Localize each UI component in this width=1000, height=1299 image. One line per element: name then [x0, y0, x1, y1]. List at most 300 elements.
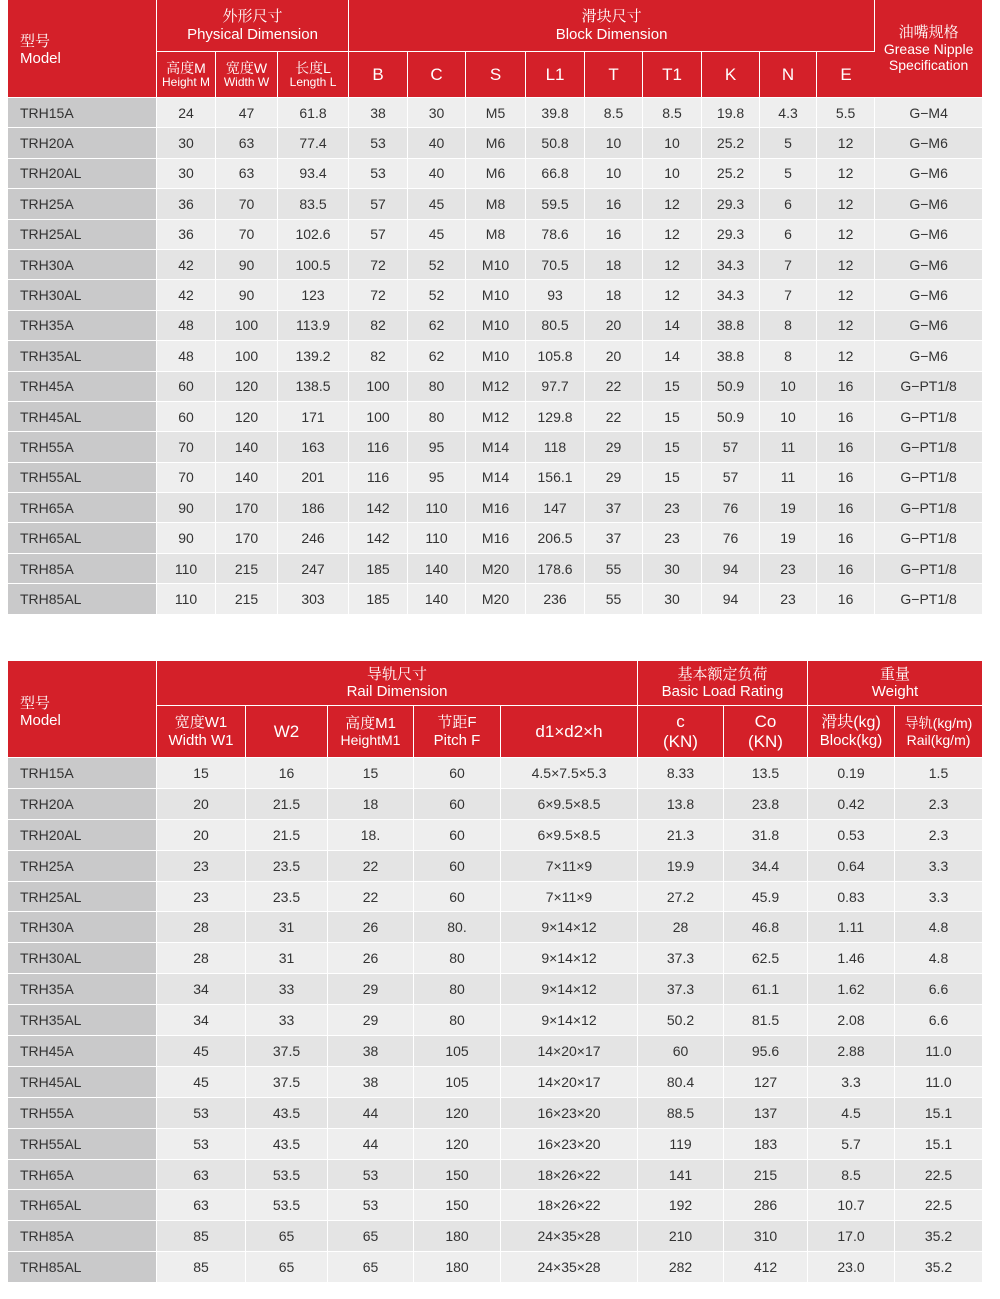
value-cell: 37.5: [246, 1067, 328, 1098]
load-cn: 基本额定负荷: [677, 665, 768, 683]
model-cell: TRH45A: [8, 1036, 157, 1067]
value-cell: 105.8: [526, 341, 585, 371]
value-cell: M10: [466, 341, 526, 371]
value-cell: M20: [466, 554, 526, 584]
value-cell: 4.8: [895, 943, 982, 974]
value-cell: 206.5: [526, 523, 585, 553]
value-cell: 10: [760, 372, 817, 402]
model-cell: TRH85A: [8, 1221, 157, 1252]
value-cell: 12: [643, 250, 702, 280]
value-cell: 38: [328, 1067, 414, 1098]
value-cell: 120: [414, 1098, 501, 1129]
rail-table-row: [8, 820, 982, 851]
value-cell: 19: [760, 523, 817, 553]
value-cell: 90: [157, 523, 216, 553]
value-cell: 8: [760, 341, 817, 371]
value-cell: 20: [157, 789, 246, 820]
value-cell: 3.3: [808, 1067, 895, 1098]
value-cell: 138.5: [278, 372, 349, 402]
weight-header: [808, 661, 982, 706]
value-cell: 29.3: [702, 189, 760, 219]
value-cell: 16: [817, 523, 875, 553]
model-cell: TRH20AL: [8, 820, 157, 851]
block-table-row: [8, 493, 982, 523]
value-cell: 185: [349, 554, 408, 584]
length-cn: 长度L: [295, 59, 331, 76]
model-cell: TRH25AL: [8, 220, 157, 250]
value-cell: 15: [643, 463, 702, 493]
block-en: Block Dimension: [555, 25, 668, 43]
value-cell: 45: [408, 220, 466, 250]
value-cell: 30: [643, 584, 702, 614]
value-cell: 11.0: [895, 1036, 982, 1067]
value-cell: 6×9.5×8.5: [501, 820, 638, 851]
model-cell: TRH55A: [8, 1098, 157, 1129]
value-cell: 0.64: [808, 851, 895, 882]
grease-nipple-header: [875, 0, 982, 98]
value-cell: 14×20×17: [501, 1067, 638, 1098]
value-cell: 57: [349, 189, 408, 219]
rail-table-row: [8, 1252, 982, 1283]
pitch-f-header: [414, 706, 501, 758]
value-cell: 236: [526, 584, 585, 614]
value-cell: 60: [414, 882, 501, 913]
value-cell: 170: [216, 493, 278, 523]
value-cell: 76: [702, 493, 760, 523]
model-cell: TRH20A: [8, 128, 157, 158]
c-unit: (KN): [663, 731, 698, 751]
length-en: Length L: [289, 74, 337, 89]
rail-cn: 导轨尺寸: [366, 665, 427, 683]
value-cell: 97.7: [526, 372, 585, 402]
value-cell: 21.3: [638, 820, 724, 851]
value-cell: 65: [246, 1252, 328, 1283]
grease-en1: Grease Nipple: [883, 41, 974, 58]
value-cell: 40: [408, 128, 466, 158]
value-cell: 30: [643, 554, 702, 584]
value-cell: G−PT1/8: [875, 493, 982, 523]
rail-w-en: Rail(kg/m): [906, 731, 971, 748]
block-table-row: [8, 402, 982, 432]
value-cell: 53: [349, 128, 408, 158]
value-cell: 21.5: [246, 820, 328, 851]
rail-table-row: [8, 1005, 982, 1036]
value-cell: 45.9: [724, 882, 808, 913]
value-cell: 39.8: [526, 98, 585, 128]
value-cell: 119: [638, 1129, 724, 1160]
value-cell: 8.33: [638, 758, 724, 789]
col-t-header: T: [585, 52, 643, 98]
value-cell: 29.3: [702, 220, 760, 250]
rail-table-row: [8, 912, 982, 943]
value-cell: 95.6: [724, 1036, 808, 1067]
value-cell: 5.5: [817, 98, 875, 128]
value-cell: 7: [760, 250, 817, 280]
value-cell: M12: [466, 402, 526, 432]
load-en: Basic Load Rating: [661, 683, 784, 700]
value-cell: 142: [349, 523, 408, 553]
value-cell: 11: [760, 432, 817, 462]
d1-d2-h-header: d1×d2×h: [501, 706, 638, 758]
value-cell: 27.2: [638, 882, 724, 913]
value-cell: 13.8: [638, 789, 724, 820]
value-cell: 139.2: [278, 341, 349, 371]
physical-cn: 外形尺寸: [222, 8, 283, 26]
value-cell: 95: [408, 463, 466, 493]
model-cell: TRH35A: [8, 974, 157, 1005]
value-cell: 310: [724, 1221, 808, 1252]
model-cell: TRH45AL: [8, 402, 157, 432]
value-cell: 5.7: [808, 1129, 895, 1160]
value-cell: 14×20×17: [501, 1036, 638, 1067]
value-cell: 163: [278, 432, 349, 462]
value-cell: G−PT1/8: [875, 584, 982, 614]
model-cell: TRH30A: [8, 250, 157, 280]
value-cell: 36: [157, 220, 216, 250]
value-cell: 65: [328, 1221, 414, 1252]
value-cell: 30: [408, 98, 466, 128]
rail-table-row: [8, 789, 982, 820]
col-k-header: K: [702, 52, 760, 98]
value-cell: 76: [702, 523, 760, 553]
value-cell: 6: [760, 220, 817, 250]
value-cell: M10: [466, 311, 526, 341]
value-cell: 15.1: [895, 1098, 982, 1129]
value-cell: 53: [349, 159, 408, 189]
value-cell: 37.3: [638, 974, 724, 1005]
value-cell: 30: [157, 159, 216, 189]
value-cell: 102.6: [278, 220, 349, 250]
c-header: [638, 706, 724, 758]
rail-table-row: [8, 1098, 982, 1129]
value-cell: 60: [414, 820, 501, 851]
value-cell: 29: [585, 432, 643, 462]
value-cell: 60: [157, 372, 216, 402]
value-cell: 40: [408, 159, 466, 189]
value-cell: 85: [157, 1252, 246, 1283]
model-cell: TRH15A: [8, 758, 157, 789]
value-cell: 12: [817, 220, 875, 250]
value-cell: 17.0: [808, 1221, 895, 1252]
block-dimension-table: [8, 0, 982, 615]
block-w-cn: 滑块(kg): [821, 713, 881, 731]
value-cell: 70: [157, 432, 216, 462]
value-cell: 123: [278, 280, 349, 310]
value-cell: 48: [157, 311, 216, 341]
value-cell: 53: [328, 1190, 414, 1221]
value-cell: G−M6: [875, 280, 982, 310]
value-cell: 55: [585, 584, 643, 614]
value-cell: 60: [638, 1036, 724, 1067]
value-cell: 53.5: [246, 1160, 328, 1191]
value-cell: 23.8: [724, 789, 808, 820]
block-w-en: Block(kg): [819, 732, 883, 750]
value-cell: 282: [638, 1252, 724, 1283]
value-cell: 16: [817, 463, 875, 493]
value-cell: 19.9: [638, 851, 724, 882]
value-cell: 15: [643, 372, 702, 402]
value-cell: 80.: [414, 912, 501, 943]
value-cell: M6: [466, 128, 526, 158]
model-cell: TRH35AL: [8, 341, 157, 371]
value-cell: 15: [643, 432, 702, 462]
value-cell: 34.4: [724, 851, 808, 882]
value-cell: 100.5: [278, 250, 349, 280]
value-cell: G−PT1/8: [875, 372, 982, 402]
value-cell: 16: [817, 432, 875, 462]
block-table-row: [8, 372, 982, 402]
model-cell: TRH55AL: [8, 1129, 157, 1160]
value-cell: 100: [216, 311, 278, 341]
value-cell: M14: [466, 432, 526, 462]
value-cell: 10: [643, 128, 702, 158]
value-cell: M8: [466, 220, 526, 250]
co-label: Co: [754, 711, 777, 731]
value-cell: 34.3: [702, 280, 760, 310]
value-cell: 303: [278, 584, 349, 614]
value-cell: 26: [328, 912, 414, 943]
f-cn: 节距F: [437, 714, 477, 732]
width-w1-header: [157, 706, 246, 758]
rail-table-row: [8, 851, 982, 882]
value-cell: 31: [246, 912, 328, 943]
col-n-header: N: [760, 52, 817, 98]
value-cell: 0.53: [808, 820, 895, 851]
value-cell: 37.3: [638, 943, 724, 974]
value-cell: 60: [157, 402, 216, 432]
value-cell: 80.5: [526, 311, 585, 341]
value-cell: 70: [216, 220, 278, 250]
model-header: [8, 0, 157, 98]
model-header-en-2: Model: [20, 711, 61, 729]
value-cell: 35.2: [895, 1221, 982, 1252]
value-cell: 82: [349, 311, 408, 341]
value-cell: 7×11×9: [501, 851, 638, 882]
rail-dimension-header: [157, 661, 638, 706]
block-table-row: [8, 311, 982, 341]
value-cell: 5: [760, 128, 817, 158]
col-s-header: S: [466, 52, 526, 98]
value-cell: 170: [216, 523, 278, 553]
value-cell: 12: [643, 280, 702, 310]
col-t1-header: T1: [643, 52, 702, 98]
value-cell: 63: [157, 1160, 246, 1191]
value-cell: G−M6: [875, 341, 982, 371]
value-cell: 15.1: [895, 1129, 982, 1160]
value-cell: 80: [414, 943, 501, 974]
value-cell: 62: [408, 311, 466, 341]
grease-en2: Specification: [888, 57, 969, 74]
value-cell: 4.5×7.5×5.3: [501, 758, 638, 789]
block-table-row: [8, 432, 982, 462]
value-cell: 2.3: [895, 789, 982, 820]
width-en: Width W: [223, 74, 270, 89]
value-cell: 150: [414, 1190, 501, 1221]
value-cell: 137: [724, 1098, 808, 1129]
value-cell: 70: [216, 189, 278, 219]
value-cell: 110: [408, 523, 466, 553]
value-cell: M14: [466, 463, 526, 493]
value-cell: 34: [157, 1005, 246, 1036]
value-cell: 90: [216, 280, 278, 310]
rail-dimension-table: [8, 661, 982, 1283]
value-cell: 18×26×22: [501, 1160, 638, 1191]
value-cell: 60: [414, 789, 501, 820]
value-cell: 50.8: [526, 128, 585, 158]
value-cell: 1.46: [808, 943, 895, 974]
value-cell: 63: [157, 1190, 246, 1221]
value-cell: 24: [157, 98, 216, 128]
value-cell: 34.3: [702, 250, 760, 280]
value-cell: 22.5: [895, 1160, 982, 1191]
physical-en: Physical Dimension: [187, 25, 318, 43]
value-cell: 16: [246, 758, 328, 789]
value-cell: 29: [328, 1005, 414, 1036]
c-label: c: [676, 711, 685, 731]
value-cell: 31: [246, 943, 328, 974]
value-cell: 100: [216, 341, 278, 371]
model-cell: TRH20A: [8, 789, 157, 820]
block-table-row: [8, 584, 982, 614]
value-cell: 72: [349, 280, 408, 310]
value-cell: 23.0: [808, 1252, 895, 1283]
value-cell: G−M6: [875, 220, 982, 250]
value-cell: 116: [349, 463, 408, 493]
value-cell: 35.2: [895, 1252, 982, 1283]
value-cell: G−M6: [875, 128, 982, 158]
value-cell: 13.5: [724, 758, 808, 789]
model-cell: TRH85AL: [8, 1252, 157, 1283]
value-cell: 53: [328, 1160, 414, 1191]
value-cell: 28: [157, 943, 246, 974]
value-cell: 4.8: [895, 912, 982, 943]
value-cell: 12: [643, 220, 702, 250]
value-cell: G−M6: [875, 159, 982, 189]
value-cell: 186: [278, 493, 349, 523]
value-cell: 82: [349, 341, 408, 371]
value-cell: 140: [408, 584, 466, 614]
value-cell: 215: [216, 554, 278, 584]
block-table-body: [8, 98, 982, 615]
value-cell: 50.9: [702, 372, 760, 402]
block-table-row: [8, 189, 982, 219]
w1-en: Width W1: [168, 731, 234, 749]
co-unit: (KN): [748, 731, 783, 751]
value-cell: 0.42: [808, 789, 895, 820]
value-cell: 38.8: [702, 341, 760, 371]
value-cell: 44: [328, 1098, 414, 1129]
width-w-header: [216, 52, 278, 98]
value-cell: 60: [414, 851, 501, 882]
value-cell: 141: [638, 1160, 724, 1191]
value-cell: 88.5: [638, 1098, 724, 1129]
value-cell: 57: [702, 432, 760, 462]
value-cell: G−M6: [875, 250, 982, 280]
value-cell: G−PT1/8: [875, 432, 982, 462]
rail-table-row: [8, 1221, 982, 1252]
value-cell: 116: [349, 432, 408, 462]
value-cell: 10: [760, 402, 817, 432]
height-cn: 高度M: [166, 59, 206, 76]
value-cell: 24×35×28: [501, 1221, 638, 1252]
value-cell: 23: [760, 554, 817, 584]
value-cell: 18: [328, 789, 414, 820]
value-cell: 183: [724, 1129, 808, 1160]
model-cell: TRH55A: [8, 432, 157, 462]
value-cell: 105: [414, 1067, 501, 1098]
value-cell: 5: [760, 159, 817, 189]
value-cell: M20: [466, 584, 526, 614]
value-cell: 16: [585, 189, 643, 219]
value-cell: 14: [643, 341, 702, 371]
value-cell: 12: [817, 250, 875, 280]
value-cell: 16: [817, 554, 875, 584]
value-cell: 61.1: [724, 974, 808, 1005]
value-cell: 77.4: [278, 128, 349, 158]
value-cell: 65: [328, 1252, 414, 1283]
block-cn: 滑块尺寸: [581, 8, 642, 26]
value-cell: G−PT1/8: [875, 554, 982, 584]
value-cell: M6: [466, 159, 526, 189]
value-cell: 0.83: [808, 882, 895, 913]
value-cell: 185: [349, 584, 408, 614]
m1-en: HeightM1: [340, 732, 401, 749]
value-cell: 80: [414, 974, 501, 1005]
value-cell: 6.6: [895, 1005, 982, 1036]
value-cell: 93.4: [278, 159, 349, 189]
value-cell: 3.3: [895, 851, 982, 882]
rail-table-row: [8, 1160, 982, 1191]
model-cell: TRH20AL: [8, 159, 157, 189]
model-cell: TRH35AL: [8, 1005, 157, 1036]
value-cell: 15: [643, 402, 702, 432]
value-cell: 201: [278, 463, 349, 493]
value-cell: 1.62: [808, 974, 895, 1005]
value-cell: 8.5: [585, 98, 643, 128]
model-cell: TRH85AL: [8, 584, 157, 614]
value-cell: 38: [328, 1036, 414, 1067]
value-cell: 42: [157, 250, 216, 280]
value-cell: 142: [349, 493, 408, 523]
value-cell: 42: [157, 280, 216, 310]
value-cell: 9×14×12: [501, 1005, 638, 1036]
value-cell: 0.19: [808, 758, 895, 789]
block-table-row: [8, 220, 982, 250]
value-cell: 38.8: [702, 311, 760, 341]
value-cell: 57: [702, 463, 760, 493]
value-cell: 120: [414, 1129, 501, 1160]
value-cell: 4.5: [808, 1098, 895, 1129]
value-cell: 94: [702, 584, 760, 614]
value-cell: 127: [724, 1067, 808, 1098]
value-cell: 12: [817, 128, 875, 158]
value-cell: 26: [328, 943, 414, 974]
value-cell: M16: [466, 493, 526, 523]
value-cell: M5: [466, 98, 526, 128]
model-header-cn-2: 型号: [20, 694, 51, 712]
value-cell: 140: [408, 554, 466, 584]
value-cell: 15: [328, 758, 414, 789]
value-cell: 20: [585, 341, 643, 371]
value-cell: M10: [466, 280, 526, 310]
value-cell: 23: [643, 523, 702, 553]
value-cell: 12: [817, 189, 875, 219]
value-cell: 63: [216, 128, 278, 158]
value-cell: 8.5: [808, 1160, 895, 1191]
width-cn: 宽度W: [225, 59, 268, 76]
value-cell: 14: [643, 311, 702, 341]
value-cell: 52: [408, 250, 466, 280]
